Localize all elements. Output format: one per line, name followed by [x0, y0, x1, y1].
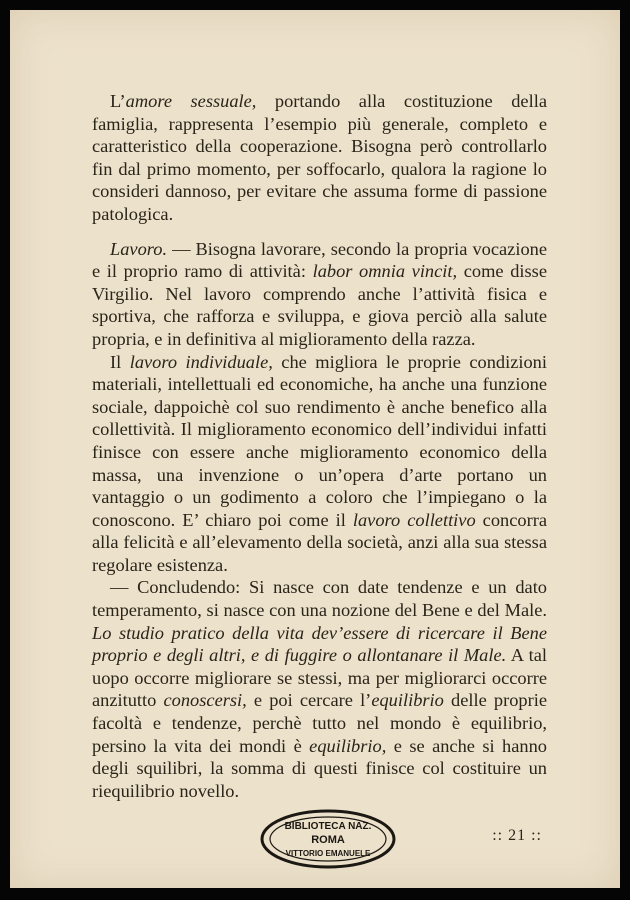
text-run: come disse Virgilio. Nel lavoro comprendo anche l’attività fisica e sportiva, che rafforza e sviluppa, e giova perciò alla salute propria, e in definitiva al miglioramento della razza. [92, 261, 547, 349]
text-run: Il [110, 351, 130, 372]
italic-run: amore sessuale, [125, 91, 257, 111]
paragraph [92, 238, 547, 351]
text-run: — Concludendo: Si nasce con date tendenze e un dato temperamento, si nasce con una nozione del Bene e del Male. [92, 577, 547, 621]
text-run: A tal uopo occorre migliorare se stessi, ma per migliorarci occorre anzitutto [92, 645, 547, 711]
italic-run: equilibrio, [309, 735, 387, 756]
body-text [92, 90, 547, 802]
italic-run: lavoro individuale, [129, 351, 273, 372]
text-run: — Bisogna lavorare, secondo la propria vocazione e il proprio ramo di attività: [92, 238, 547, 282]
book-page [10, 10, 620, 888]
paragraph [92, 90, 547, 226]
italic-run: conoscersi, [163, 690, 247, 711]
italic-run: Lo studio pratico della vita dev’essere di ricercare il Bene proprio e degli altri, e di fuggire o allontanare il Male. [92, 622, 547, 666]
page-number: :: 21 :: [492, 827, 542, 844]
text-run: e poi cercare l’ [246, 690, 372, 711]
text-run: e se anche si hanno degli squilibri, la somma di questi finisce col costituire un riequilibrio novello. [92, 735, 547, 801]
italic-run: Lavoro. [110, 238, 168, 259]
text-run: L’ [110, 91, 126, 111]
stamp-line2: ROMA [311, 834, 345, 846]
text-run: portando alla costituzione della famiglia, rappresenta l’esempio più generale, completo e caratteristico della cooperazione. Bisogna però controllarlo fin dal primo momento, per soffocarlo, qualora la ragione lo consideri dannoso, per evitare che assuma forme di passione patologica. [92, 91, 547, 224]
italic-run: labor omnia vincit, [312, 261, 458, 282]
stamp-line1: BIBLIOTECA NAZ. [284, 821, 372, 832]
paragraph [92, 576, 547, 802]
stamp-line3: VITTORIO EMANUELE [285, 849, 371, 858]
text-run: delle proprie facoltà e tendenze, perchè tutto nel mondo è equilibrio, persino la vita dei mondi è [92, 690, 547, 756]
library-stamp [258, 807, 398, 871]
italic-run: lavoro collettivo [352, 509, 476, 530]
text-run: che migliora le proprie condizioni materiali, intellettuali ed economiche, ha anche una funzione sociale, dappoichè col suo rendimento è anche benefico alla collettività. Il miglioramento economico dell’individui infatti finisce con essere anche miglioramento economico della massa, una invenzione o un’opera d’arte portano un vantaggio o un godimento a coloro che l’impiegano o la conoscono. E’ chiaro poi come il [92, 351, 547, 530]
paragraph [92, 351, 547, 577]
italic-run: equilibrio [371, 690, 444, 711]
text-run: concorra alla felicità e all’elevamento della società, anzi alla sua stessa regolare esistenza. [92, 509, 548, 575]
